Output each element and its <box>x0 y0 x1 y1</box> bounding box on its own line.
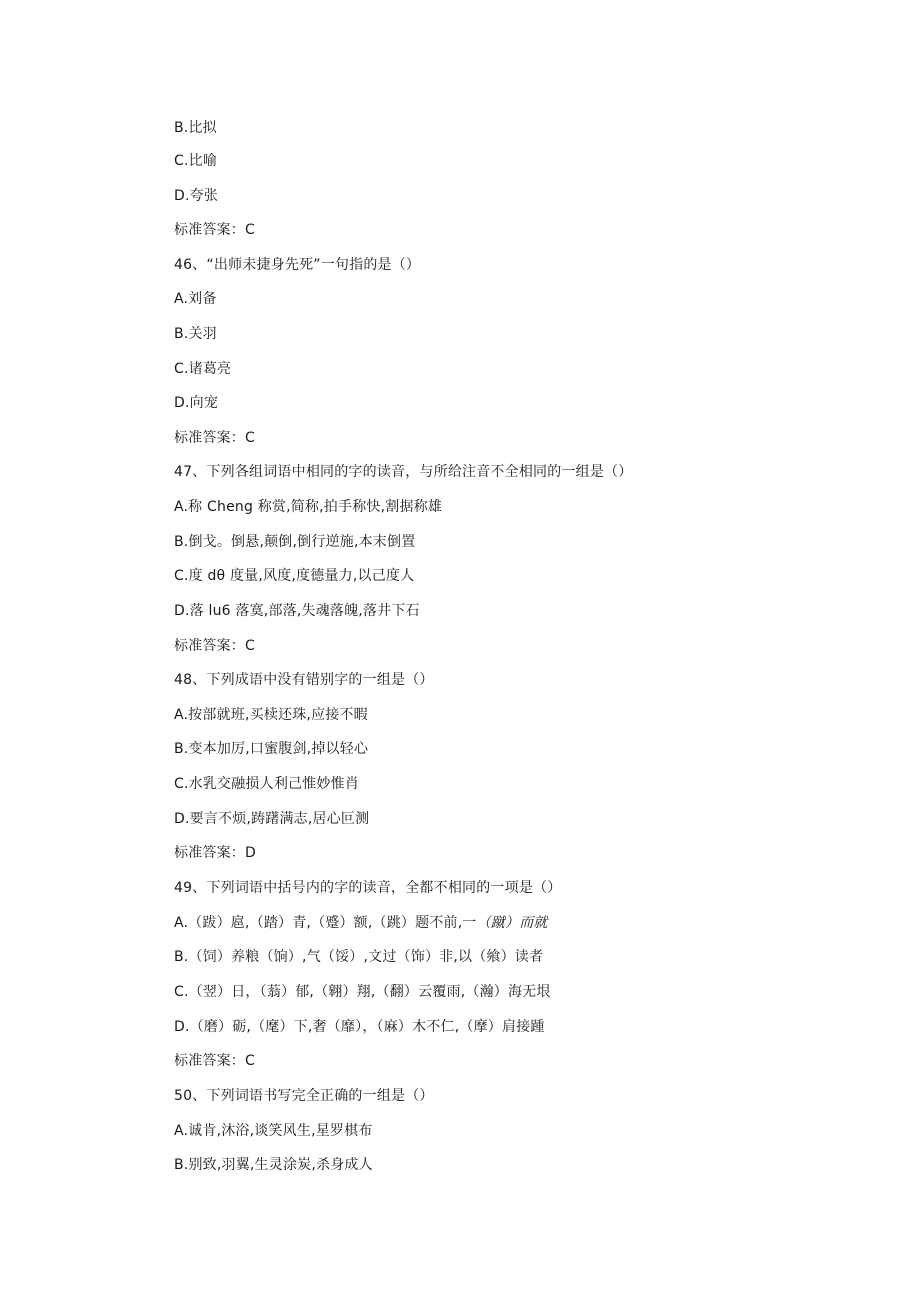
option-d-line: D.夸张 <box>174 188 219 204</box>
option-a-italic-tail: （蹴）而就 <box>476 915 548 931</box>
option-b-line: B.关羽 <box>174 326 217 342</box>
answer-line: 标准答案：C <box>174 638 255 654</box>
option-c-line: C.水乳交融损人利己惟妙惟肖 <box>174 776 360 792</box>
option-c-line: C.比喻 <box>174 153 218 169</box>
option-a-text: A.（跋）扈,（踏）青,（蹙）额,（跳）题不前,一 <box>174 915 477 931</box>
option-a-line: A.刘备 <box>174 291 217 307</box>
option-d-line: D.（磨）砺,（麾）下,奢（靡），（麻）木不仁,（摩）肩接踵 <box>174 1019 545 1035</box>
option-c-line: C.（翌）日，（蓊）郁,（翱）翔,（翻）云覆雨,（瀚）海无垠 <box>174 984 551 1000</box>
question-49: 49、下列词语中括号内的字的读音，全都不相同的一项是（） <box>174 880 562 896</box>
answer-line: 标准答案：D <box>174 845 256 861</box>
option-b-line: B.倒戈。倒悬,颠倒,倒行逆施,本末倒置 <box>174 534 416 550</box>
option-b-line: B.比拟 <box>174 120 217 136</box>
answer-line: 标准答案：C <box>174 222 255 238</box>
option-d-line: D.落 lu6 落寞,部落,失魂落魄,落井下石 <box>174 603 420 619</box>
option-a-line <box>174 913 548 933</box>
question-47: 47、下列各组词语中相同的字的读音，与所给注音不全相同的一组是（） <box>174 464 633 480</box>
option-a-line: A.按部就班,买椟还珠,应接不暇 <box>174 707 368 723</box>
option-b-line: B.变本加厉,口蜜腹剑,掉以轻心 <box>174 741 369 757</box>
option-c-line: C.度 dθ 度量,风度,度德量力,以己度人 <box>174 568 415 584</box>
answer-line: 标准答案：C <box>174 430 255 446</box>
question-48: 48、下列成语中没有错别字的一组是（） <box>174 672 434 688</box>
question-46: 46、“出师未捷身先死”一句指的是（） <box>174 257 421 273</box>
option-d-line: D.向宠 <box>174 395 219 411</box>
question-50: 50、下列词语书写完全正确的一组是（） <box>174 1088 434 1104</box>
option-c-line: C.诸葛亮 <box>174 361 232 377</box>
option-a-line: A.称 Cheng 称赏,简称,拍手称快,割据称雄 <box>174 499 443 515</box>
option-b-line: B.别致,羽翼,生灵涂炭,杀身成人 <box>174 1157 373 1173</box>
option-a-line: A.诚肯,沐浴,谈笑风生,星罗棋布 <box>174 1123 373 1139</box>
answer-line: 标准答案：C <box>174 1053 255 1069</box>
option-b-line: B.（饲）养粮（饷）,气（馁）,文过（饰）非,以（飨）读者 <box>174 949 544 965</box>
option-d-line: D.要言不烦,踌躇满志,居心叵测 <box>174 811 370 827</box>
